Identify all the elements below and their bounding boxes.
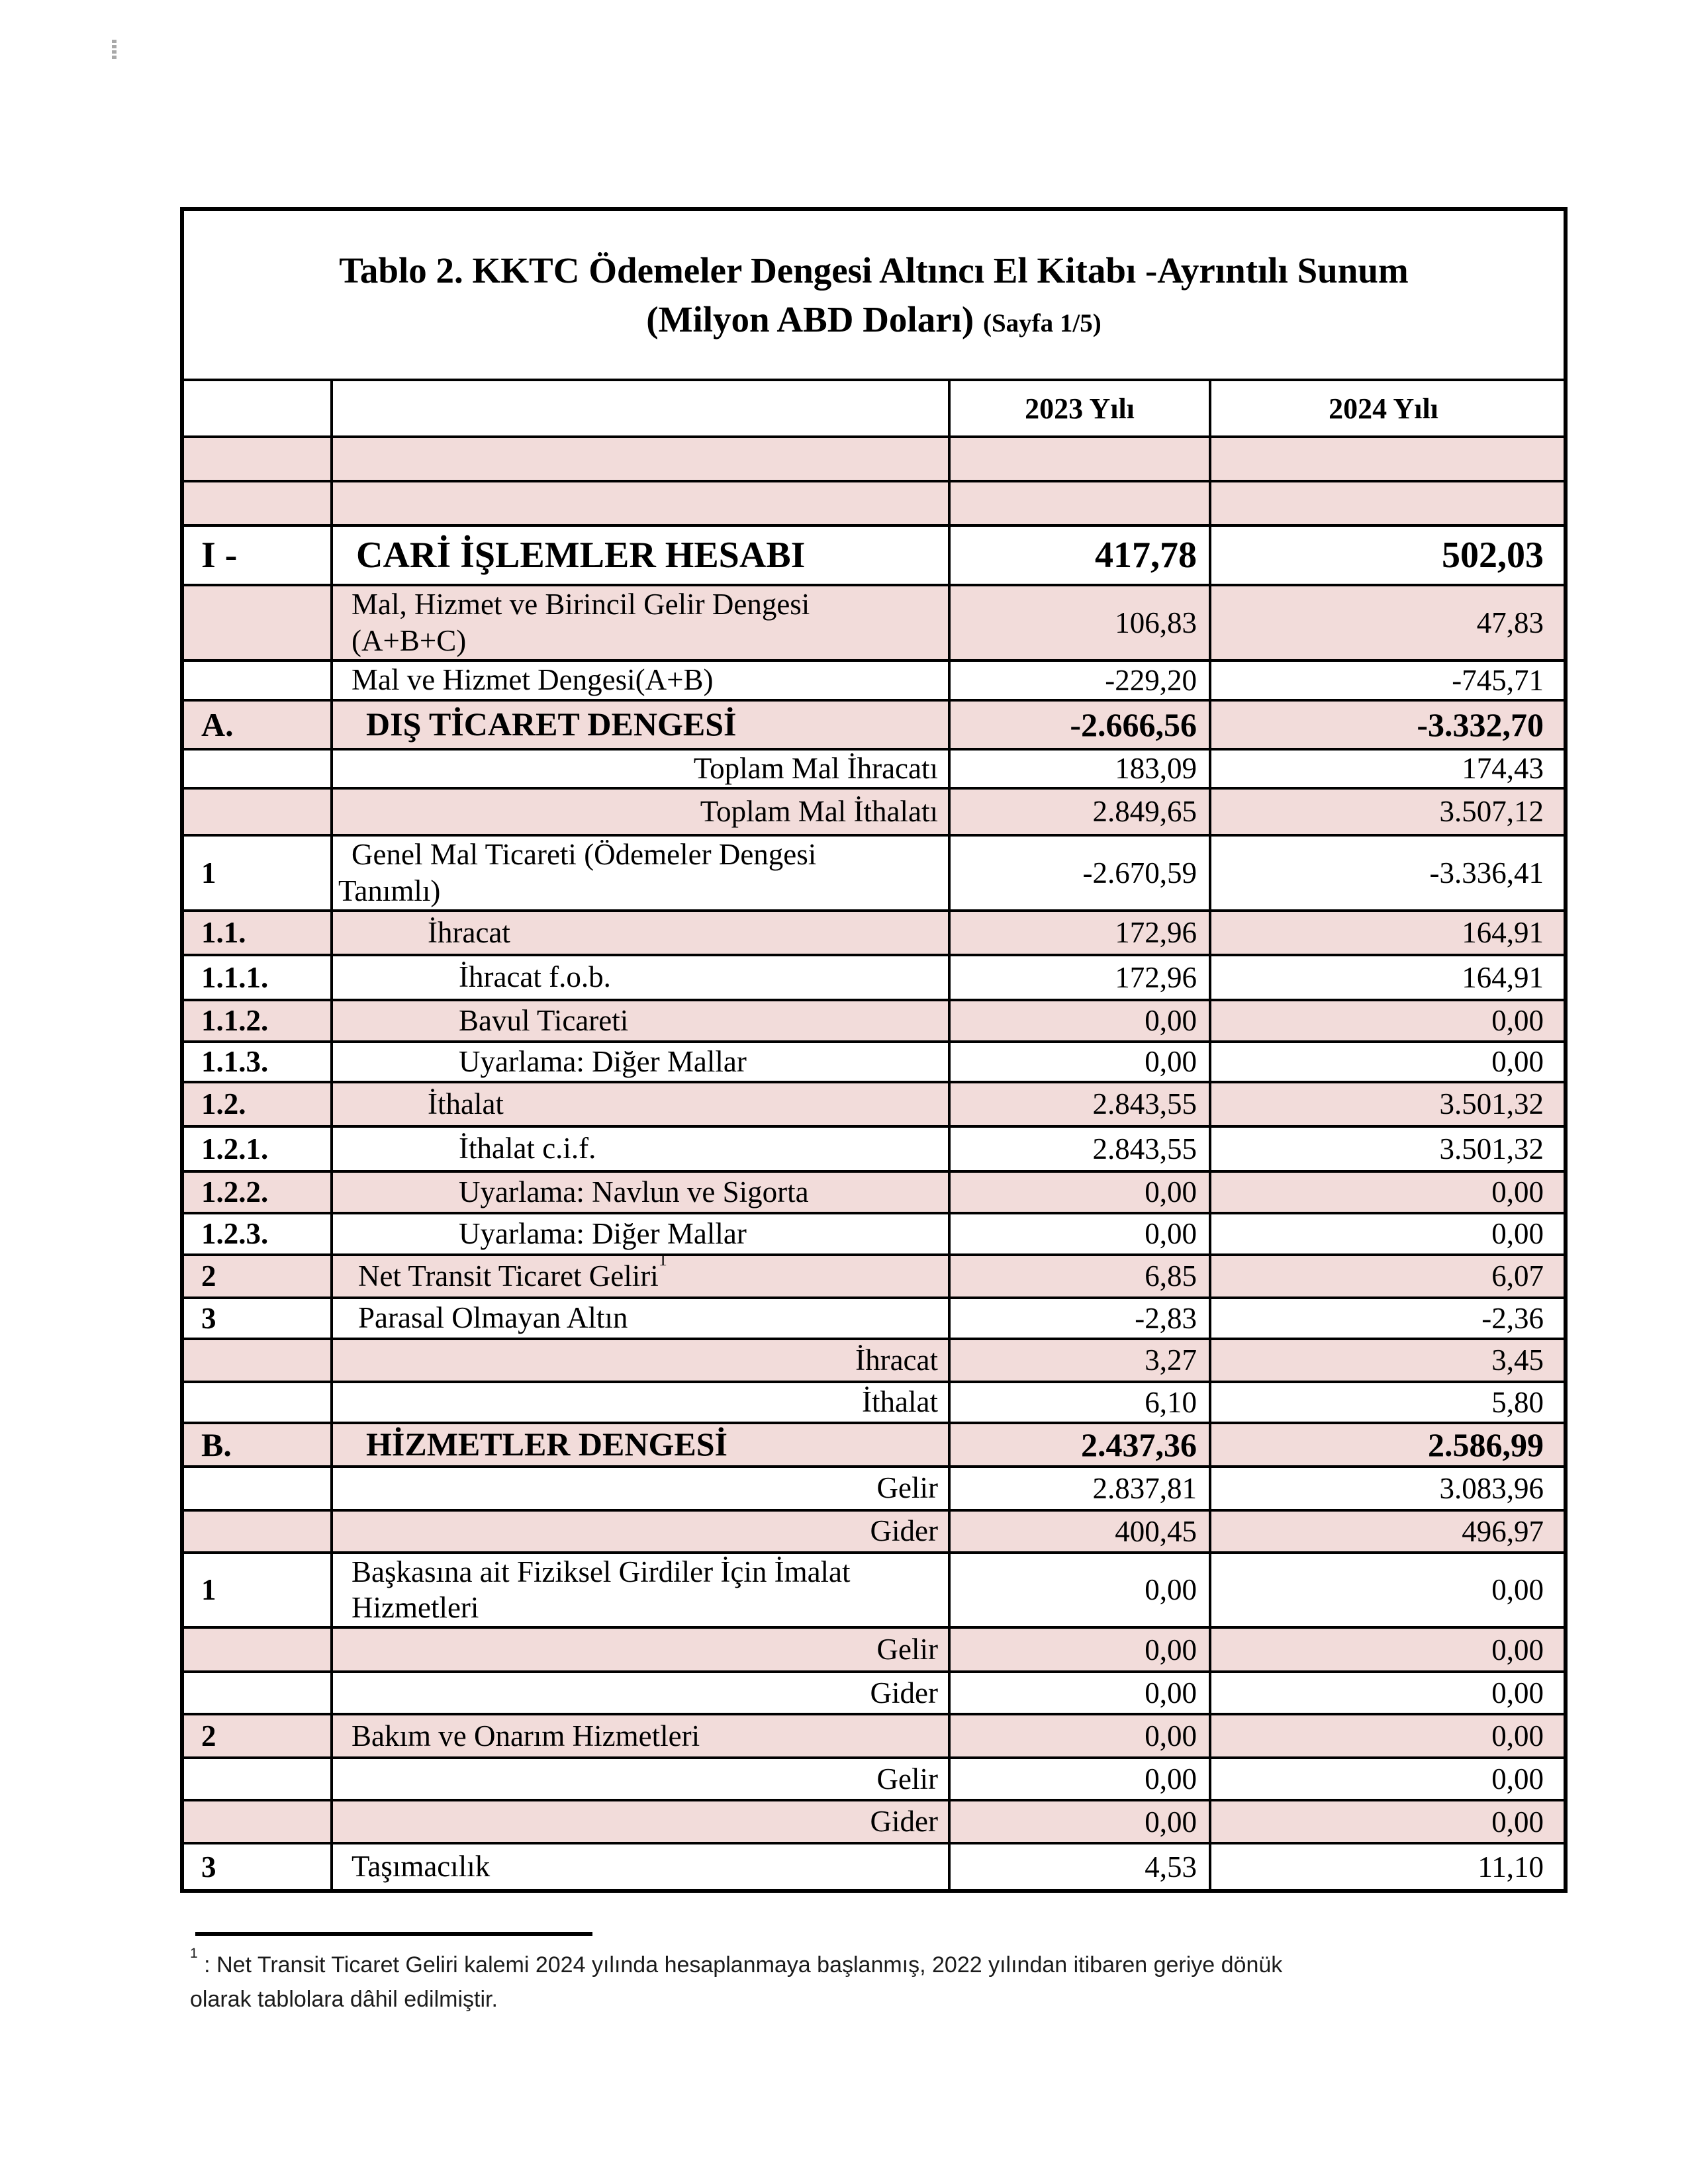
header-description-cell [333, 381, 951, 435]
value-2024: 164,91 [1462, 960, 1544, 994]
table-row [184, 1173, 1564, 1214]
row-code: I - [184, 527, 333, 584]
row-code: 1.1.1. [184, 956, 333, 999]
row-label: Bakım ve Onarım Hizmetleri [333, 1715, 951, 1756]
value-2023: 2.437,36 [951, 1424, 1211, 1465]
value-2023: 172,96 [951, 956, 1211, 999]
value-2023: 0,00 [951, 1715, 1211, 1756]
row-label: Genel Mal Ticareti (Ödemeler Dengesi Tanımlı) [333, 837, 951, 909]
value-2023: 2.843,55 [951, 1128, 1211, 1170]
value-2024: 47,83 [1476, 606, 1544, 639]
table-row [184, 1214, 1564, 1256]
table-page-indicator: (Sayfa 1/5) [982, 308, 1102, 338]
row-label: Mal ve Hizmet Dengesi(A+B) [333, 662, 951, 699]
value-2024: 3.083,96 [1439, 1471, 1544, 1505]
table-header-row [184, 381, 1564, 438]
value-2024: 11,10 [1477, 1850, 1544, 1884]
value-2024: 0,00 [1491, 1805, 1544, 1839]
table-row [184, 1128, 1564, 1173]
row-label: Mal, Hizmet ve Birincil Gelir Dengesi (A+B+C) [333, 586, 951, 659]
header-year-2024: 2024 Yılı [1329, 392, 1438, 425]
table-row [184, 1001, 1564, 1043]
value-2024: -745,71 [1452, 663, 1544, 697]
table-row [184, 1468, 1564, 1512]
value-2023: 417,78 [951, 527, 1211, 584]
value-2024: 0,00 [1491, 1676, 1544, 1710]
value-2023 [951, 438, 1211, 480]
value-2023: 4,53 [951, 1844, 1211, 1889]
value-2024: 0,00 [1491, 1762, 1544, 1796]
row-code: 2 [184, 1715, 333, 1756]
value-2024 [1211, 482, 1556, 524]
value-2023: 3,27 [951, 1340, 1211, 1381]
table-title-line1: Tablo 2. KKTC Ödemeler Dengesi Altıncı El Kitabı -Ayrıntılı Sunum [339, 250, 1409, 291]
row-code [184, 1383, 333, 1422]
row-label: Uyarlama: Navlun ve Sigorta [333, 1173, 951, 1212]
footnote-text-line1: : Net Transit Ticaret Geliri kalemi 2024 yılında hesaplanmaya başlanmış, 2022 yılından itibaren geriye dönük [197, 1952, 1283, 1978]
value-2023: 6,10 [951, 1383, 1211, 1422]
row-code [184, 1512, 333, 1551]
table-row [184, 1801, 1564, 1844]
row-code: 3 [184, 1299, 333, 1338]
value-2024: 0,00 [1491, 1217, 1544, 1251]
value-2024: -3.336,41 [1429, 856, 1544, 889]
value-2023: 2.849,65 [951, 790, 1211, 834]
row-label: Uyarlama: Diğer Mallar [333, 1043, 951, 1081]
value-2024: 0,00 [1491, 1573, 1544, 1607]
table-row [184, 1715, 1564, 1759]
row-label: Başkasına ait Fiziksel Girdiler İçin İmalat Hizmetleri [333, 1554, 951, 1627]
row-code [184, 1468, 333, 1509]
row-code [184, 1673, 333, 1713]
value-2024: 0,00 [1491, 1004, 1544, 1038]
table-row [184, 702, 1564, 751]
value-2024: 3.501,32 [1439, 1087, 1544, 1121]
row-label: Gelir [333, 1629, 951, 1670]
row-label: Toplam Mal İhracatı [333, 751, 951, 787]
table-row [184, 790, 1564, 837]
table-row [184, 1383, 1564, 1424]
value-2023: 0,00 [951, 1001, 1211, 1040]
value-2024: -2,36 [1481, 1301, 1544, 1335]
value-2023 [951, 482, 1211, 524]
table-row [184, 1250, 1564, 1299]
table-row [184, 1554, 1564, 1629]
table-row [184, 1673, 1564, 1715]
row-label: DIŞ TİCARET DENGESİ [333, 702, 951, 748]
value-2023: 0,00 [951, 1673, 1211, 1713]
footnote [190, 1948, 1395, 2017]
value-2023: 0,00 [951, 1214, 1211, 1253]
table-row [184, 1083, 1564, 1128]
label-superscript: 1 [658, 1250, 667, 1270]
row-code [184, 662, 333, 699]
table-row [184, 837, 1564, 912]
table-row [184, 482, 1564, 527]
row-label: İthalat [333, 1083, 951, 1125]
table-row [184, 956, 1564, 1001]
row-label: CARİ İŞLEMLER HESABI [333, 527, 951, 584]
table-row [184, 912, 1564, 956]
row-code: B. [184, 1424, 333, 1465]
footnote-text-line2: olarak tablolara dâhil edilmiştir. [190, 1986, 498, 2012]
table-row [184, 1512, 1564, 1554]
header-code-cell [184, 381, 333, 435]
footnote-rule [195, 1932, 592, 1936]
table-row [184, 1299, 1564, 1340]
header-year-2023: 2023 Yılı [951, 381, 1211, 435]
row-label: Uyarlama: Diğer Mallar [333, 1214, 951, 1253]
value-2024: 164,91 [1462, 916, 1544, 950]
table-row [184, 1844, 1564, 1889]
value-2024: 0,00 [1491, 1175, 1544, 1209]
footnote-superscript: 1 [190, 1946, 198, 1962]
table-row [184, 1043, 1564, 1083]
value-2023: 2.837,81 [951, 1468, 1211, 1509]
table-row [184, 1424, 1564, 1468]
balance-of-payments-table [180, 207, 1568, 1893]
table-title-box [184, 211, 1564, 381]
value-2023: 0,00 [951, 1043, 1211, 1081]
row-code: 1.2.2. [184, 1173, 333, 1212]
value-2023: 183,09 [951, 751, 1211, 787]
value-2023: 0,00 [951, 1759, 1211, 1799]
row-code [184, 1759, 333, 1799]
value-2023: -229,20 [951, 662, 1211, 699]
table-row [184, 662, 1564, 702]
value-2023: -2,83 [951, 1299, 1211, 1338]
row-label [333, 482, 951, 524]
table-row [184, 527, 1564, 586]
row-code [184, 1801, 333, 1842]
row-code [184, 586, 333, 659]
table-row [184, 438, 1564, 482]
row-label: HİZMETLER DENGESİ [333, 1424, 951, 1465]
row-label [333, 438, 951, 480]
value-2024 [1211, 438, 1556, 480]
row-code: 1.1.2. [184, 1001, 333, 1040]
value-2023: 2.843,55 [951, 1083, 1211, 1125]
value-2023: 0,00 [951, 1801, 1211, 1842]
row-code: 1 [184, 837, 333, 909]
row-code: 1.1.3. [184, 1043, 333, 1081]
row-label: Net Transit Ticaret Geliri$^1$ [333, 1256, 951, 1297]
value-2024: 5,80 [1491, 1385, 1544, 1419]
row-code [184, 438, 333, 480]
value-2024: 3.501,32 [1439, 1132, 1544, 1165]
value-2023: 400,45 [951, 1512, 1211, 1551]
value-2023: 0,00 [951, 1629, 1211, 1670]
value-2023: -2.666,56 [951, 702, 1211, 748]
row-code: 1.1. [184, 912, 333, 954]
value-2024: 2.586,99 [1428, 1426, 1544, 1463]
value-2024: 0,00 [1491, 1633, 1544, 1666]
table-row [184, 1629, 1564, 1673]
row-code [184, 482, 333, 524]
row-code: A. [184, 702, 333, 748]
row-code: 1.2.3. [184, 1214, 333, 1253]
table-subtitle: (Milyon ABD Doları) [646, 298, 974, 340]
value-2024: 174,43 [1462, 752, 1544, 786]
row-label: Gelir [333, 1468, 951, 1509]
table-title-line2 [646, 298, 1101, 340]
value-2024: 496,97 [1462, 1514, 1544, 1548]
value-2024: 0,00 [1491, 1719, 1544, 1753]
row-label: Gider [333, 1512, 951, 1551]
value-2024: 3,45 [1491, 1343, 1544, 1377]
row-code [184, 1340, 333, 1381]
value-2023: 6,85 [951, 1256, 1211, 1297]
value-2023: 0,00 [951, 1554, 1211, 1627]
row-label: Taşımacılık [333, 1844, 951, 1889]
row-label: İthalat c.i.f. [333, 1128, 951, 1170]
value-2023: 172,96 [951, 912, 1211, 954]
row-code: 1 [184, 1554, 333, 1627]
value-2023: 0,00 [951, 1173, 1211, 1212]
row-label: Bavul Ticareti [333, 1001, 951, 1040]
table-body [184, 438, 1564, 1889]
row-label: İhracat [333, 1340, 951, 1381]
table-row [184, 751, 1564, 790]
value-2024: 3.507,12 [1439, 795, 1544, 829]
row-code: 2 [184, 1256, 333, 1297]
row-label: Gider [333, 1673, 951, 1713]
value-2023: -2.670,59 [951, 837, 1211, 909]
value-2024: 0,00 [1491, 1045, 1544, 1079]
row-label: Toplam Mal İthalatı [333, 790, 951, 834]
row-label: Gider [333, 1801, 951, 1842]
value-2023: 106,83 [951, 586, 1211, 659]
table-row [184, 1340, 1564, 1383]
row-code [184, 751, 333, 787]
row-code: 1.2. [184, 1083, 333, 1125]
row-code [184, 790, 333, 834]
row-label: İhracat f.o.b. [333, 956, 951, 999]
table-row [184, 1759, 1564, 1801]
value-2024: -3.332,70 [1417, 705, 1544, 743]
row-label: İhracat [333, 912, 951, 954]
row-code: 1.2.1. [184, 1128, 333, 1170]
row-code: 3 [184, 1844, 333, 1889]
table-row [184, 586, 1564, 662]
row-code [184, 1629, 333, 1670]
value-2024: 502,03 [1442, 535, 1544, 576]
margin-artifact-icon [111, 40, 117, 62]
row-label: Parasal Olmayan Altın [333, 1299, 951, 1338]
row-label: İthalat [333, 1383, 951, 1422]
row-label: Gelir [333, 1759, 951, 1799]
value-2024: 6,07 [1491, 1259, 1544, 1293]
